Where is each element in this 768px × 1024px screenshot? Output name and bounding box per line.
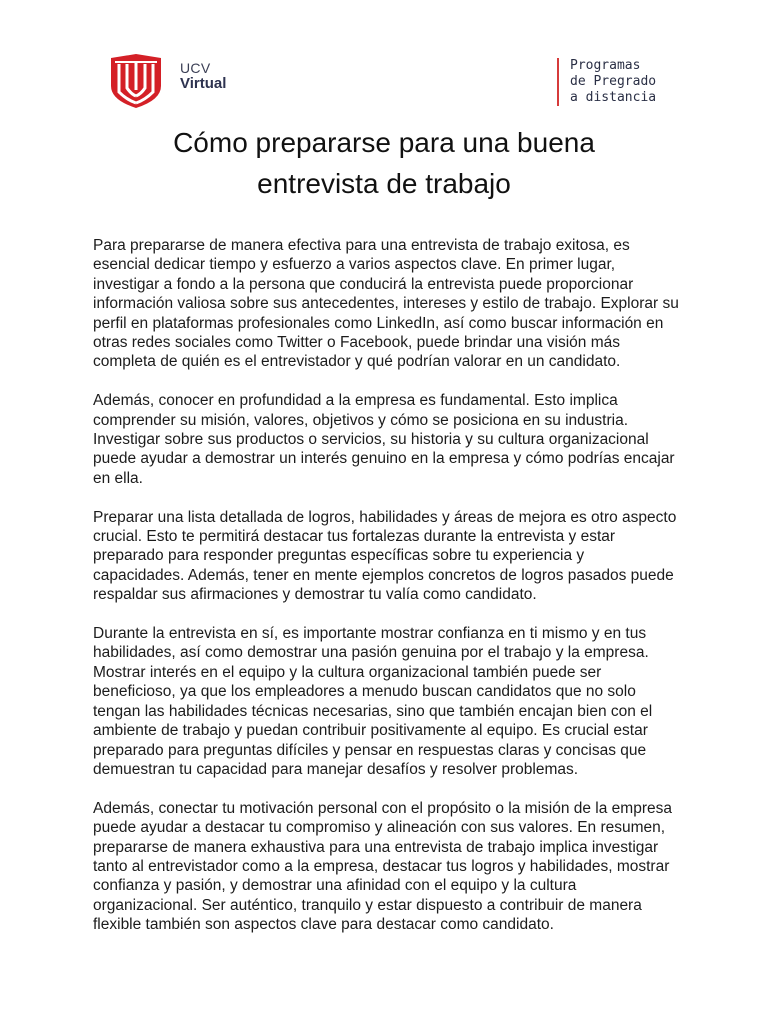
- programs-label: [570, 58, 656, 106]
- paragraph-4: Durante la entrevista en sí, es importante mostrar confianza en ti mismo y en tus habilidades, así como demostrar una pasión genuina por el trabajo y la empresa. Mostrar interés en el equipo y la cultura organizacional también puede ser beneficioso, ya que los empleadores a menudo buscan candidatos que no solo tengan las habilidades técnicas necesarias, sino que también encajan bien con el ambiente de trabajo y puedan contribuir positivamente al equipo. Es crucial estar preparado para preguntas difíciles y pensar en respuestas claras y concisas que demuestran tu capacidad para manejar desafíos y resolver problemas.: [93, 625, 653, 778]
- ucv-virtual-wordmark: [180, 60, 226, 92]
- page-header: [0, 0, 768, 120]
- header-divider: [557, 58, 559, 106]
- programs-line-1: Programas: [570, 58, 641, 73]
- document-title: [0, 122, 768, 204]
- paragraph-2: Además, conocer en profundidad a la empresa es fundamental. Esto implica comprender su misión, valores, objetivos y cómo se posiciona en su industria. Investigar sobre sus productos o servicios, su historia y su cultura organizacional puede ayudar a demostrar un interés genuino en la empresa y cómo podrías encajar en ella.: [93, 392, 675, 487]
- paragraph-5: Además, conectar tu motivación personal con el propósito o la misión de la empresa puede ayudar a destacar tu compromiso y alineación con sus valores. En resumen, prepararse de manera exhaustiva para una entrevista de trabajo implica investigar tanto al entrevistador como a la empresa, destacar tus logros y habilidades, mostrar confianza y pasión, y demostrar una afinidad con el equipo y la cultura organizacional. Ser auténtico, tranquilo y estar dispuesto a contribuir de manera flexible también son aspectos clave para destacar como candidato.: [93, 799, 672, 934]
- paragraph-1: Para prepararse de manera efectiva para una entrevista de trabajo exitosa, es esencial dedicar tiempo y esfuerzo a varios aspectos clave. En primer lugar, investigar a fondo a la persona que conducirá la entrevista puede proporcionar información valiosa sobre sus antecedentes, intereses y estilo de trabajo. Explorar su perfil en plataformas profesionales como LinkedIn, así como buscar información en otras redes sociales como Twitter o Facebook, puede brindar una visión más completa de quién es el entrevistador y qué podrían valorar en un candidato.: [93, 237, 679, 371]
- document-body: [93, 236, 679, 954]
- paragraph-3: Preparar una lista detallada de logros, habilidades y áreas de mejora es otro aspecto crucial. Esto te permitirá destacar tus fortalezas durante la entrevista y estar preparado para responder preguntas específicas sobre tu experiencia y capacidades. Además, tener en mente ejemplos concretos de logros pasados puede respaldar sus afirmaciones y demostrar tu valía como candidato.: [93, 508, 677, 604]
- title-line-2: entrevista de trabajo: [257, 168, 511, 199]
- programs-line-2: de Pregrado: [570, 74, 657, 89]
- ucv-shield-logo-icon: [109, 52, 163, 110]
- logo-line-virtual: Virtual: [180, 75, 227, 92]
- title-line-1: Cómo prepararse para una buena: [173, 127, 595, 158]
- programs-line-3: a distancia: [570, 90, 657, 105]
- logo-line-ucv: UCV: [180, 60, 211, 76]
